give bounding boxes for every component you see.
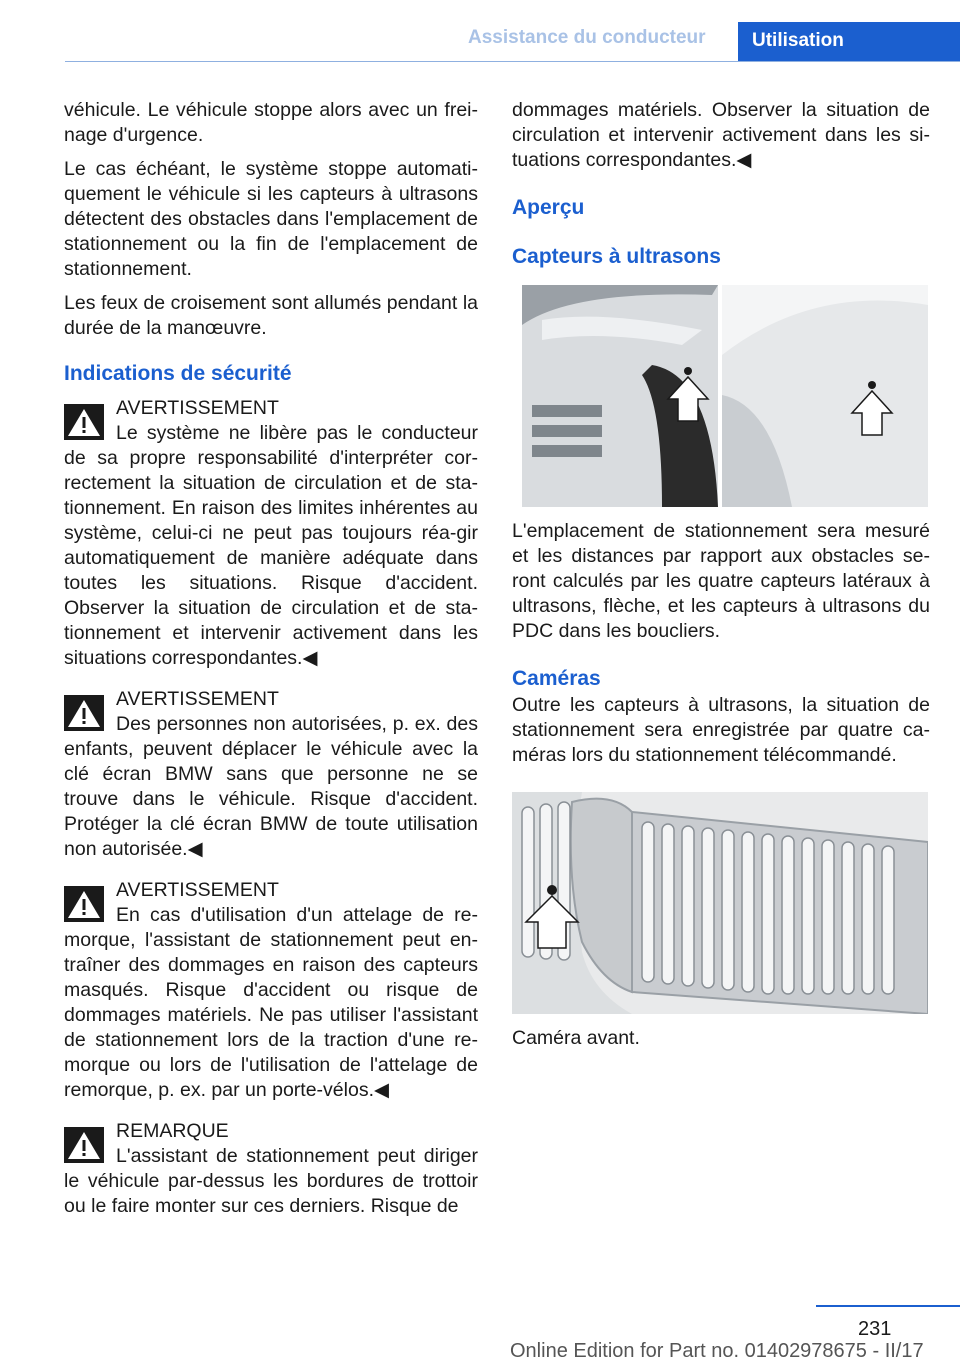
warning-label: AVERTISSEMENT [116, 879, 279, 901]
header-section-title: Assistance du conducteur [468, 27, 706, 48]
paragraph: Les feux de croisement sont allumés pendant la durée de la manœuvre. [64, 292, 478, 339]
right-column [512, 98, 930, 1060]
paragraph: Outre les capteurs à ultrasons, la situation de stationnement sera enregistrée par quatre ca-méras lors du stationnement télécommandé. [512, 694, 930, 766]
section-heading: Aperçu [512, 196, 585, 219]
subsection-heading: Caméras [512, 667, 601, 690]
paragraph: L'emplacement de stationnement sera mesuré et les distances par rapport aux obstacles se-ront calculés par les quatre capteurs latéraux à ultrasons, flèche, et les capteurs à ultrasons du PDC dans les boucliers. [512, 520, 930, 642]
notice-label: REMARQUE [116, 1120, 229, 1142]
warning-block [64, 878, 478, 1103]
notice-block [64, 1119, 478, 1219]
front-camera-photo [512, 792, 928, 1014]
warning-triangle-icon [64, 886, 104, 922]
warning-triangle-icon [64, 404, 104, 440]
page-header [0, 0, 960, 62]
paragraph: dommages matériels. Observer la situation de circulation et intervenir activement dans les si-tuations correspondantes.◀ [512, 99, 930, 171]
left-column [64, 98, 478, 1219]
edition-text: Online Edition for Part no. 01402978675 - II/17 [510, 1340, 924, 1362]
warning-block [64, 396, 478, 671]
warning-text: Des personnes non autorisées, p. ex. des enfants, peuvent déplacer le véhicule avec la clé écran BMW sans que personne ne se trouve dans le véhicule. Risque d'accident. Protéger la clé écran BMW de toute utilisation non autorisée.◀ [64, 713, 478, 860]
notice-text: L'assistant de stationnement peut diriger le véhicule par-dessus les bordures de trottoir ou le faire monter sur ces derniers. Risque de [64, 1145, 478, 1217]
paragraph: Le cas échéant, le système stoppe automati-quement le véhicule si les capteurs à ultrasons détectent des obstacles dans l'emplacement de stationnement ou la fin de l'emplacement de stationnement. [64, 158, 478, 280]
notice-triangle-icon [64, 1127, 104, 1163]
warning-triangle-icon [64, 695, 104, 731]
paragraph: véhicule. Le véhicule stoppe alors avec un frei-nage d'urgence. [64, 99, 478, 146]
page-number: 231 [858, 1318, 892, 1340]
ultrasonic-sensors-photo [512, 285, 928, 507]
footer-divider [816, 1305, 960, 1307]
warning-block [64, 687, 478, 862]
warning-label: AVERTISSEMENT [116, 688, 279, 710]
header-tab: Utilisation [738, 22, 960, 62]
subsection-heading: Capteurs à ultrasons [512, 245, 721, 268]
warning-label: AVERTISSEMENT [116, 397, 279, 419]
section-heading: Indications de sécurité [64, 362, 292, 385]
image-caption: Caméra avant. [512, 1027, 640, 1049]
warning-text: En cas d'utilisation d'un attelage de re-morque, l'assistant de stationnement peut en-traîner des dommages en raison des capteurs masqués. Risque d'accident ou risque de dommages matériels. Ne pas utiliser l'assistant de stationnement lors de la traction d'une re-morque ou lors de l'utilisation de l'attelage de remorque, p. ex. par un porte-vélos.◀ [64, 904, 478, 1101]
header-divider [65, 61, 960, 62]
warning-text: Le système ne libère pas le conducteur de sa propre responsabilité d'interpréter cor-rectement la situation de circulation et de sta-tionnement. En raison des limites inhérentes au système, celui-ci ne peut pas toujours réa-gir automatiquement de manière adéquate dans toutes les situations. Risque d'accident. Observer la situation de circulation et de sta-tionnement et intervenir activement dans les situations correspondantes.◀ [64, 422, 478, 669]
